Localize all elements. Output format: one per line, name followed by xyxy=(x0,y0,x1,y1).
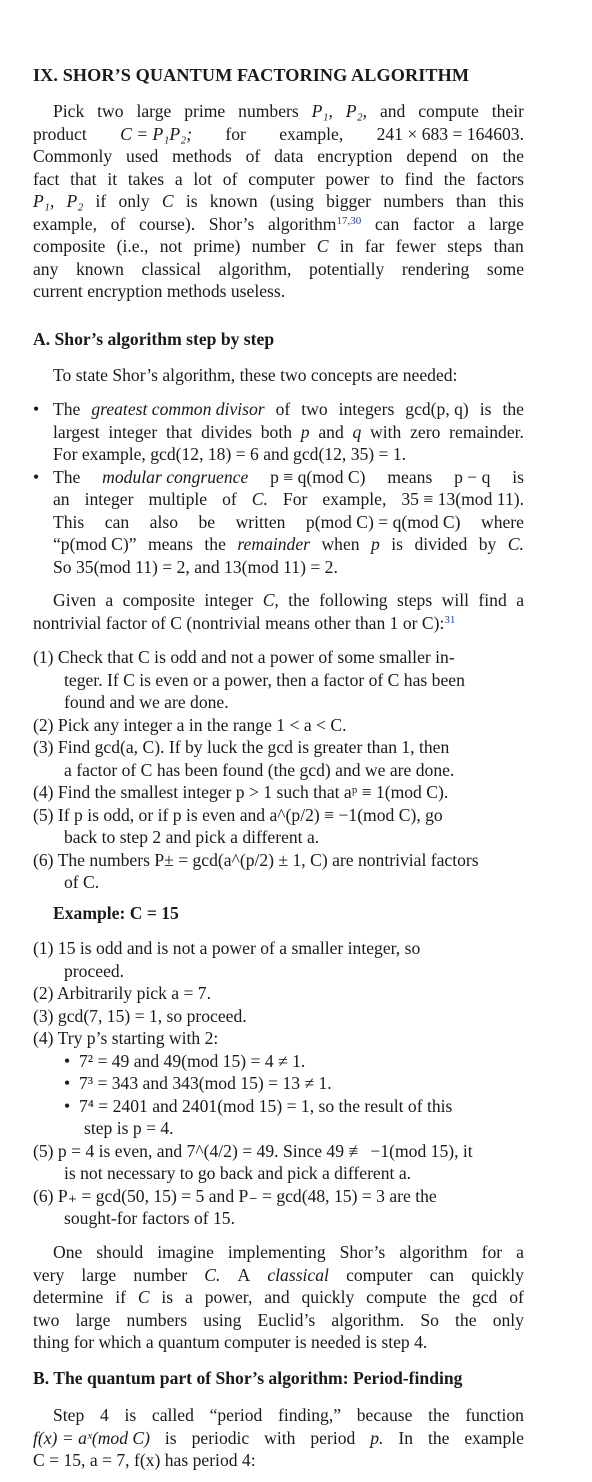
period-line: Step 4 is called “period finding,” because the function xyxy=(53,1405,524,1425)
step-6: (6) The numbers P± = gcd(a^(p/2) ± 1, C) are nontrivial factors xyxy=(33,849,479,870)
bullet-line: So 35(mod 11) = 2, and 13(mod 11) = 2. xyxy=(53,556,338,577)
intro-line: Commonly used methods of data encryption depend on the xyxy=(33,146,524,166)
given-line: Given a composite integer C, the following steps will find a xyxy=(53,590,524,610)
intro-line: composite (i.e., not prime) number C in far fewer steps than xyxy=(33,236,524,256)
bullet-line: The modular congruence p ≡ q(mod C) means p − q is xyxy=(53,466,524,487)
citation-31[interactable]: 31 xyxy=(444,613,456,626)
period-line: f(x) = aˣ(mod C) is periodic with period p. In the example xyxy=(33,1427,524,1448)
step-5: (5) If p is odd, or if p is even and a^(p/2) ≡ −1(mod C), go xyxy=(33,804,443,825)
example-step-1: (1) 15 is odd and is not a power of a smaller integer, so xyxy=(33,938,421,958)
period-line: C = 15, a = 7, f(x) has period 4: xyxy=(33,1450,256,1470)
closing-line: thing for which a quantum computer is needed is step 4. xyxy=(33,1332,428,1352)
section-title: IX. SHOR’S QUANTUM FACTORING ALGORITHM xyxy=(33,65,470,85)
step-3: (3) Find gcd(a, C). If by luck the gcd is greater than 1, then xyxy=(33,737,450,757)
given-line: nontrivial factor of C (nontrivial means other than 1 or C):$^{31}$ xyxy=(33,612,456,633)
closing-line: very large number C. A classical computer can quickly xyxy=(33,1264,524,1285)
bullet-line: an integer multiple of C. For example, 35 ≡ 13(mod 11). xyxy=(53,489,524,509)
bullet-dot: • xyxy=(33,399,40,419)
example-step-1-cont: proceed. xyxy=(64,960,125,981)
example-step-6: (6) P₊ = gcd(50, 15) = 5 and P₋ = gcd(48, 15) = 3 are the xyxy=(33,1185,437,1206)
intro-line: any known classical algorithm, potentially rendering some xyxy=(33,258,524,279)
step-6-cont: of C. xyxy=(64,872,100,892)
example-heading: Example: C = 15 xyxy=(53,903,179,923)
citation-17-30[interactable]: 17,30 xyxy=(336,214,362,227)
step-1-cont: teger. If C is even or a power, then a factor of C has been xyxy=(64,669,465,690)
bullet-line: For example, gcd(12, 18) = 6 and gcd(12, 35) = 1. xyxy=(53,444,407,464)
step-3-cont: a factor of C has been found (the gcd) and we are done. xyxy=(64,759,455,780)
example-step-6-cont: sought-for factors of 15. xyxy=(64,1208,236,1228)
subsection-b-title: B. The quantum part of Shor’s algorithm: Period-finding xyxy=(33,1368,463,1388)
intro-line: current encryption methods useless. xyxy=(33,281,286,301)
example-step-5: (5) p = 4 is even, and 7^(4/2) = 49. Since 49 ≢ −1(mod 15), it xyxy=(33,1140,473,1161)
intro-line: fact that it takes a lot of computer power to find the factors xyxy=(33,168,524,189)
bullet-line: This can also be written p(mod C) = q(mod C) where xyxy=(53,511,524,532)
example-sub-bullet: • 7³ = 343 and 343(mod 15) = 13 ≠ 1. xyxy=(64,1073,332,1093)
step-1: (1) Check that C is odd and not a power of some smaller in- xyxy=(33,647,455,667)
example-step-3: (3) gcd(7, 15) = 1, so proceed. xyxy=(33,1005,247,1026)
subsection-a-title: A. Shor’s algorithm step by step xyxy=(33,329,275,349)
example-step-2: (2) Arbitrarily pick a = 7. xyxy=(33,983,212,1003)
example-sub-bullet-cont: step is p = 4. xyxy=(84,1118,174,1138)
closing-line: two large numbers using Euclid’s algorithm. So the only xyxy=(33,1309,524,1330)
concepts-intro: To state Shor’s algorithm, these two concepts are needed: xyxy=(53,365,458,385)
closing-line: determine if C is a power, and quickly compute the gcd of xyxy=(33,1287,524,1307)
bullet-line: largest integer that divides both p and q with zero remainder. xyxy=(53,421,524,442)
example-sub-bullet: • 7⁴ = 2401 and 2401(mod 15) = 1, so the result of this xyxy=(64,1095,453,1116)
closing-line: One should imagine implementing Shor’s algorithm for a xyxy=(53,1242,524,1262)
step-4: (4) Find the smallest integer p > 1 such that aᵖ ≡ 1(mod C). xyxy=(33,782,449,802)
intro-line: product C = P₁P₂; for example, 241 × 683 = 164603. xyxy=(33,123,524,144)
example-step-5-cont: is not necessary to go back and pick a different a. xyxy=(64,1163,412,1183)
step-1-cont: found and we are done. xyxy=(64,692,229,712)
intro-line: P₁, P₂ if only C is known (using bigger numbers than this xyxy=(33,191,524,211)
bullet-line: “p(mod C)” means the remainder when p is divided by C. xyxy=(53,534,524,554)
step-5-cont: back to step 2 and pick a different a. xyxy=(64,827,320,847)
step-2: (2) Pick any integer a in the range 1 < a < C. xyxy=(33,714,347,735)
intro-line: example, of course). Shor’s algorithm$^{17,30}$ can factor a large xyxy=(33,213,524,234)
example-step-4: (4) Try p’s starting with 2: xyxy=(33,1028,219,1048)
bullet-dot: • xyxy=(33,466,40,487)
intro-line: Pick two large prime numbers P₁, P₂, and compute their xyxy=(53,101,524,121)
bullet-line: The greatest common divisor of two integers gcd(p, q) is the xyxy=(53,399,524,419)
example-sub-bullet: • 7² = 49 and 49(mod 15) = 4 ≠ 1. xyxy=(64,1050,306,1071)
